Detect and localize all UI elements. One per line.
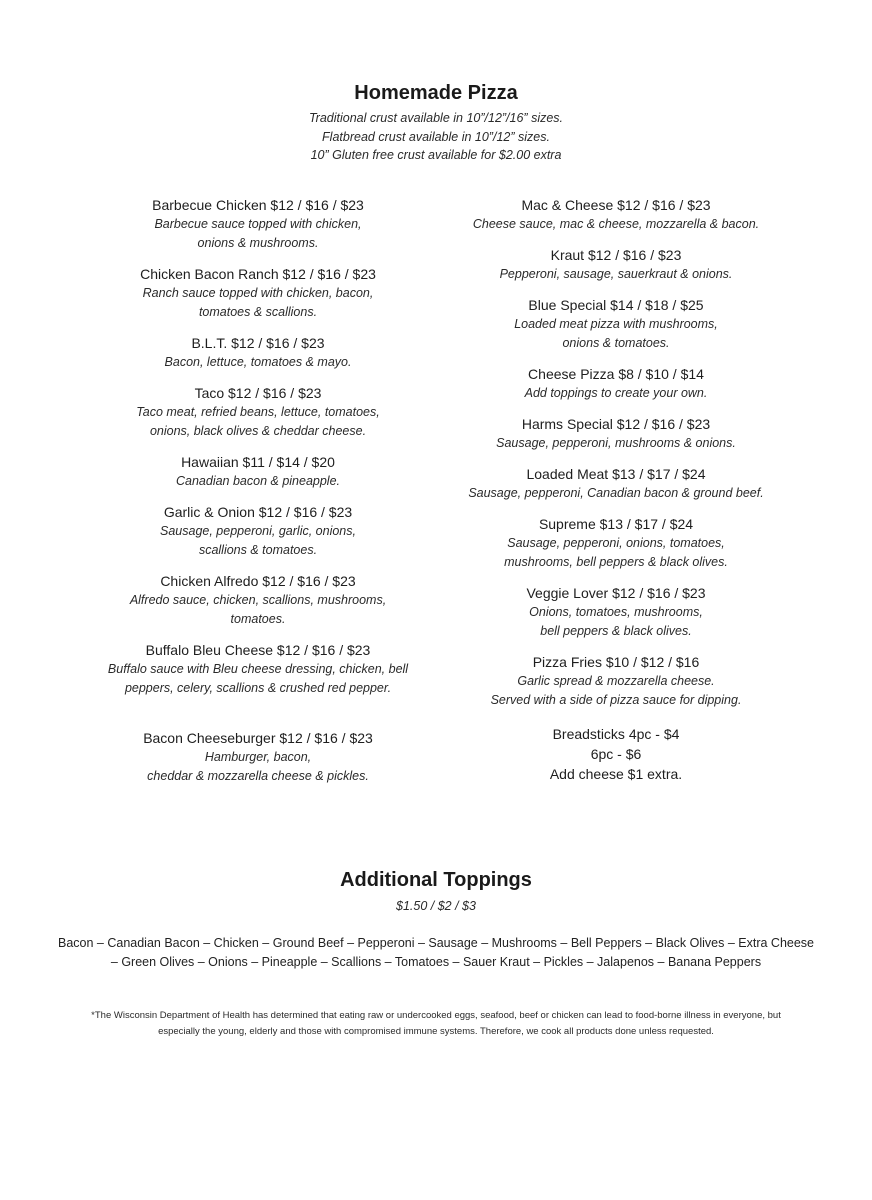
menu-item: [68, 333, 448, 372]
menu-item: [68, 502, 448, 560]
menu-item: [426, 514, 806, 572]
menu-item-description: [68, 591, 448, 629]
menu-item-name: Loaded Meat $13 / $17 / $24: [526, 466, 706, 482]
description-line: Buffalo sauce with Bleu cheese dressing, chicken, bell: [107, 662, 409, 676]
menu-item-description: [68, 403, 448, 441]
menu-item-description: [426, 265, 806, 284]
health-disclaimer: [0, 1008, 872, 1040]
toppings-prices: $1.50 / $2 / $3: [396, 899, 476, 913]
menu-item-description: [426, 534, 806, 572]
description-line: Sausage, pepperoni, Canadian bacon & ground beef.: [468, 486, 764, 500]
description-line: Sausage, pepperoni, mushrooms & onions.: [496, 436, 736, 450]
menu-item-name: Barbecue Chicken $12 / $16 / $23: [152, 197, 364, 213]
menu-item: [426, 364, 806, 403]
page-title: Homemade Pizza: [354, 82, 518, 104]
menu-item-name: Hawaiian $11 / $14 / $20: [181, 454, 335, 470]
menu-item: [68, 264, 448, 322]
toppings-title: Additional Toppings: [340, 869, 532, 891]
menu-item-name: Chicken Alfredo $12 / $16 / $23: [160, 573, 356, 589]
menu-item-description: [426, 672, 806, 710]
description-line: Sausage, pepperoni, garlic, onions,: [160, 524, 356, 538]
left-menu-column: [68, 195, 448, 797]
breadsticks-item: [426, 724, 806, 784]
toppings-list: [0, 934, 872, 972]
description-line: mushrooms, bell peppers & black olives.: [504, 555, 728, 569]
crust-note: Traditional crust available in 10”/12”/16” sizes.: [308, 111, 564, 125]
menu-item-description: [68, 284, 448, 322]
breadsticks-line: Breadsticks 4pc - $4: [552, 726, 680, 742]
menu-item-description: [68, 353, 448, 372]
menu-item: [426, 414, 806, 453]
menu-item: [426, 295, 806, 353]
description-line: Alfredo sauce, chicken, scallions, mushrooms,: [129, 593, 387, 607]
crust-notes: [0, 109, 872, 165]
menu-item-description: [68, 748, 448, 786]
description-line: Pepperoni, sausage, sauerkraut & onions.: [499, 267, 733, 281]
toppings-line: – Green Olives – Onions – Pineapple – Scallions – Tomatoes – Sauer Kraut – Pickles – Jalapenos – Banana Peppers: [110, 955, 762, 969]
description-line: Sausage, pepperoni, onions, tomatoes,: [507, 536, 725, 550]
description-line: Onions, tomatoes, mushrooms,: [529, 605, 703, 619]
right-menu-column: [426, 195, 806, 795]
menu-item-description: [426, 603, 806, 641]
menu-item: [68, 640, 448, 698]
menu-item-name: Supreme $13 / $17 / $24: [538, 516, 694, 532]
menu-item-name: B.L.T. $12 / $16 / $23: [191, 335, 325, 351]
description-line: Loaded meat pizza with mushrooms,: [514, 317, 718, 331]
description-line: Hamburger, bacon,: [204, 750, 312, 764]
description-line: Cheese sauce, mac & cheese, mozzarella & bacon.: [472, 217, 760, 231]
description-line: scallions & tomatoes.: [198, 543, 318, 557]
description-line: Canadian bacon & pineapple.: [175, 474, 341, 488]
menu-item-description: [68, 215, 448, 253]
menu-item: [426, 464, 806, 503]
description-line: Bacon, lettuce, tomatoes & mayo.: [164, 355, 352, 369]
menu-item: [68, 452, 448, 491]
menu-item: [68, 195, 448, 253]
breadsticks-line: Add cheese $1 extra.: [549, 766, 683, 782]
description-line: bell peppers & black olives.: [540, 624, 692, 638]
description-line: Ranch sauce topped with chicken, bacon,: [142, 286, 374, 300]
menu-item: [68, 383, 448, 441]
menu-item-name: Pizza Fries $10 / $12 / $16: [532, 654, 700, 670]
description-line: tomatoes & scallions.: [198, 305, 318, 319]
description-line: peppers, celery, scallions & crushed red pepper.: [124, 681, 392, 695]
menu-item-name: Taco $12 / $16 / $23: [194, 385, 322, 401]
menu-item-description: [426, 315, 806, 353]
menu-item-name: Kraut $12 / $16 / $23: [550, 247, 682, 263]
menu-item-name: Bacon Cheeseburger $12 / $16 / $23: [143, 730, 373, 746]
menu-item-name: Chicken Bacon Ranch $12 / $16 / $23: [140, 266, 376, 282]
menu-item-description: [68, 522, 448, 560]
menu-item-description: [68, 472, 448, 491]
menu-item-name: Buffalo Bleu Cheese $12 / $16 / $23: [145, 642, 371, 658]
menu-item-name: Harms Special $12 / $16 / $23: [521, 416, 711, 432]
description-line: Garlic spread & mozzarella cheese.: [517, 674, 715, 688]
menu-item: [68, 571, 448, 629]
menu-item-description: [68, 660, 448, 698]
menu-item-description: [426, 484, 806, 503]
menu-item-name: Mac & Cheese $12 / $16 / $23: [521, 197, 711, 213]
toppings-line: Bacon – Canadian Bacon – Chicken – Ground Beef – Pepperoni – Sausage – Mushrooms – Bell Peppers – Black Olives – Extra Cheese: [58, 936, 814, 950]
menu-item-name: Cheese Pizza $8 / $10 / $14: [528, 366, 704, 382]
description-line: onions & mushrooms.: [197, 236, 319, 250]
menu-item: [426, 245, 806, 284]
menu-item-name: Blue Special $14 / $18 / $25: [528, 297, 704, 313]
crust-note: Flatbread crust available in 10”/12” sizes.: [322, 129, 550, 144]
menu-item-name: Garlic & Onion $12 / $16 / $23: [163, 504, 353, 520]
description-line: tomatoes.: [230, 612, 286, 626]
description-line: cheddar & mozzarella cheese & pickles.: [147, 769, 369, 783]
menu-item: [68, 728, 448, 786]
breadsticks-line: 6pc - $6: [590, 746, 642, 762]
disclaimer-line: especially the young, elderly and those with compromised immune systems. Therefore, we cook all products done unless requested.: [158, 1026, 714, 1037]
menu-item: [426, 652, 806, 710]
menu-item: [426, 583, 806, 641]
description-line: Barbecue sauce topped with chicken,: [154, 217, 362, 231]
menu-item: [426, 195, 806, 234]
description-line: Add toppings to create your own.: [524, 386, 708, 400]
menu-item-description: [426, 384, 806, 403]
description-line: onions & tomatoes.: [562, 336, 670, 350]
description-line: Taco meat, refried beans, lettuce, tomatoes,: [136, 405, 380, 419]
menu-item-name: Veggie Lover $12 / $16 / $23: [526, 585, 706, 601]
description-line: onions, black olives & cheddar cheese.: [149, 424, 367, 438]
crust-note: 10” Gluten free crust available for $2.00 extra: [310, 148, 562, 162]
menu-item-description: [426, 434, 806, 453]
disclaimer-line: *The Wisconsin Department of Health has determined that eating raw or undercooked eggs, seafood, beef or chicken can lead to food-borne illness in everyone, but: [91, 1010, 781, 1021]
menu-item-description: [426, 215, 806, 234]
description-line: Served with a side of pizza sauce for dipping.: [490, 693, 742, 707]
